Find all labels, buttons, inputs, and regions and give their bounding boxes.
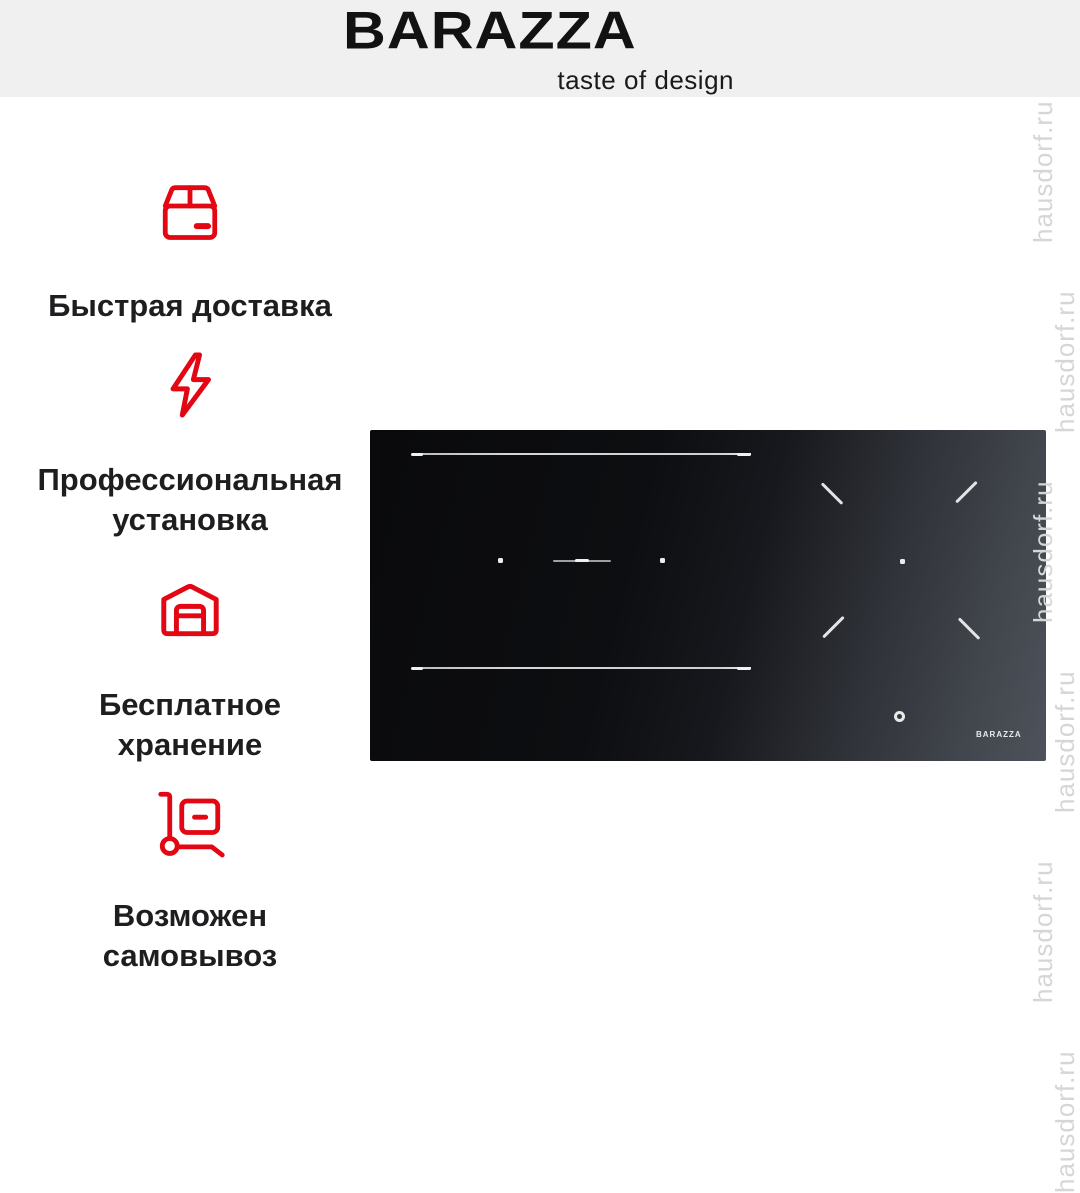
warehouse-icon xyxy=(18,571,362,652)
cooktop-center-dot xyxy=(900,559,905,564)
service-label: Профессиональная установка xyxy=(37,462,343,537)
cooktop-corner-mark xyxy=(958,617,980,639)
lightning-icon xyxy=(18,348,362,427)
cooktop-corner-mark xyxy=(821,482,843,504)
watermark-text: hausdorf.ru xyxy=(1028,860,1058,1003)
cooktop-line-cap xyxy=(411,453,423,456)
watermark-text: hausdorf.ru xyxy=(1050,670,1080,813)
watermark-text: hausdorf.ru xyxy=(1050,290,1080,433)
service-item-installation xyxy=(18,348,362,540)
cooktop-corner-mark xyxy=(822,616,844,638)
service-label: Быстрая доставка xyxy=(48,288,332,323)
cooktop-center-dot xyxy=(660,558,665,563)
cooktop-center-dash xyxy=(553,559,611,562)
cooktop-line-cap xyxy=(411,667,423,670)
cooktop-zone-line-bottom xyxy=(413,667,751,669)
cooktop-corner-mark xyxy=(955,481,977,503)
brand-tagline: taste of design xyxy=(557,65,734,95)
watermark-text: hausdorf.ru xyxy=(1028,100,1058,243)
product-image-cooktop xyxy=(370,430,1046,761)
power-button-icon xyxy=(894,711,905,722)
cooktop-line-cap xyxy=(737,667,751,670)
cooktop-line-cap xyxy=(737,453,751,456)
service-item-storage xyxy=(18,571,362,765)
service-label: Бесплатное хранение xyxy=(98,687,282,762)
service-item-delivery xyxy=(18,176,362,326)
watermark-text: hausdorf.ru xyxy=(1028,480,1058,623)
brand-logo-block xyxy=(343,1,736,95)
package-icon xyxy=(18,176,362,253)
watermark-text: hausdorf.ru xyxy=(1050,1050,1080,1193)
service-label: Возможен самовывоз xyxy=(102,898,278,973)
cooktop-center-dot xyxy=(498,558,503,563)
cooktop-zone-line-top xyxy=(413,453,751,455)
brand-logo: BARAZZA xyxy=(343,1,637,61)
cooktop-brand-mark: BARAZZA xyxy=(976,730,1022,739)
handtruck-icon xyxy=(18,786,362,863)
header-banner xyxy=(0,0,1080,97)
service-item-pickup xyxy=(18,786,362,976)
